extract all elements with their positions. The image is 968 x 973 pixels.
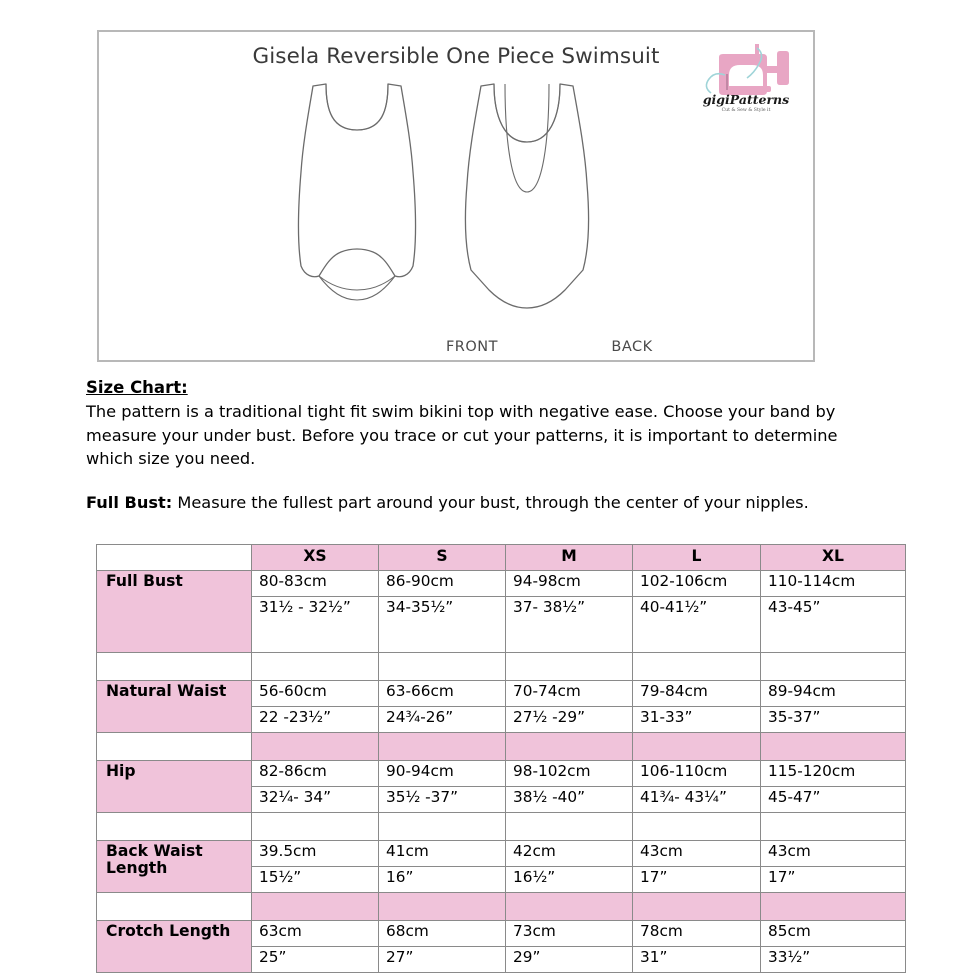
cell-back-waist-xs-cm: 39.5cm — [252, 841, 379, 867]
table-spacer-row — [97, 893, 906, 921]
table-row — [97, 921, 906, 947]
cell-hip-s-cm: 90-94cm — [379, 761, 506, 787]
cell-back-waist-s-in: 16” — [379, 867, 506, 893]
table-spacer-row — [97, 653, 906, 681]
swimsuit-back-illustration — [449, 80, 604, 345]
cell-full-bust-l-in: 40-41½” — [633, 597, 761, 653]
full-bust-text: Measure the fullest part around your bust, through the center of your nipples. — [172, 492, 809, 512]
cell-crotch-xs-in: 25” — [252, 947, 379, 973]
spacer-cell — [761, 813, 906, 841]
full-bust-label: Full Bust: — [86, 492, 173, 512]
spacer-cell — [252, 893, 379, 921]
cell-full-bust-xl-cm: 110-114cm — [761, 571, 906, 597]
spacer-cell — [379, 893, 506, 921]
spacer-cell — [97, 653, 252, 681]
prose-spacer — [86, 471, 886, 491]
cell-hip-l-in: 41¾- 43¼” — [633, 787, 761, 813]
cell-crotch-l-cm: 78cm — [633, 921, 761, 947]
cell-natural-waist-l-in: 31-33” — [633, 707, 761, 733]
spacer-cell — [633, 893, 761, 921]
cell-back-waist-s-cm: 41cm — [379, 841, 506, 867]
size-chart-paragraph: The pattern is a traditional tight fit swim bikini top with negative ease. Choose your band by measure your under bust. Before you trace or cut your patterns, it is important to determine which size you need. — [86, 402, 838, 469]
cell-back-waist-xl-cm: 43cm — [761, 841, 906, 867]
size-header-xs: XS — [252, 545, 379, 571]
cell-full-bust-m-in: 37- 38½” — [506, 597, 633, 653]
spacer-cell — [506, 653, 633, 681]
spacer-cell — [506, 893, 633, 921]
spacer-cell — [379, 813, 506, 841]
cell-crotch-xl-cm: 85cm — [761, 921, 906, 947]
cell-crotch-xl-in: 33½” — [761, 947, 906, 973]
spacer-cell — [506, 733, 633, 761]
row-label-full-bust: Full Bust — [97, 571, 252, 653]
size-header-xl: XL — [761, 545, 906, 571]
full-bust-instruction — [86, 491, 886, 514]
cell-full-bust-s-in: 34-35½” — [379, 597, 506, 653]
illustration-title: Gisela Reversible One Piece Swimsuit — [252, 44, 660, 69]
front-view-label: FRONT — [445, 339, 499, 355]
cell-hip-m-in: 38½ -40” — [506, 787, 633, 813]
spacer-cell — [252, 813, 379, 841]
spacer-cell — [97, 733, 252, 761]
cell-hip-xl-in: 45-47” — [761, 787, 906, 813]
spacer-cell — [379, 733, 506, 761]
size-header-l: L — [633, 545, 761, 571]
cell-back-waist-l-in: 17” — [633, 867, 761, 893]
cell-natural-waist-xs-in: 22 -23½” — [252, 707, 379, 733]
spacer-cell — [633, 813, 761, 841]
row-label-back-waist-length: Back Waist Length — [97, 841, 252, 893]
row-label-natural-waist: Natural Waist — [97, 681, 252, 733]
cell-hip-xs-in: 32¼- 34” — [252, 787, 379, 813]
spacer-cell — [252, 653, 379, 681]
cell-crotch-xs-cm: 63cm — [252, 921, 379, 947]
cell-hip-s-in: 35½ -37” — [379, 787, 506, 813]
cell-hip-m-cm: 98-102cm — [506, 761, 633, 787]
cell-full-bust-l-cm: 102-106cm — [633, 571, 761, 597]
cell-back-waist-xs-in: 15½” — [252, 867, 379, 893]
size-header-s: S — [379, 545, 506, 571]
cell-back-waist-xl-in: 17” — [761, 867, 906, 893]
size-chart-description — [86, 377, 886, 514]
row-label-crotch-length: Crotch Length — [97, 921, 252, 973]
cell-natural-waist-xs-cm: 56-60cm — [252, 681, 379, 707]
table-row — [97, 571, 906, 597]
logo-brand-text: gigiPatterns — [702, 92, 790, 107]
spacer-cell — [506, 813, 633, 841]
cell-natural-waist-s-cm: 63-66cm — [379, 681, 506, 707]
spacer-cell — [761, 653, 906, 681]
cell-natural-waist-l-cm: 79-84cm — [633, 681, 761, 707]
table-row — [97, 681, 906, 707]
cell-natural-waist-m-cm: 70-74cm — [506, 681, 633, 707]
size-header-m: M — [506, 545, 633, 571]
row-label-hip: Hip — [97, 761, 252, 813]
cell-natural-waist-xl-in: 35-37” — [761, 707, 906, 733]
cell-full-bust-xs-in: 31½ - 32½” — [252, 597, 379, 653]
cell-hip-xs-cm: 82-86cm — [252, 761, 379, 787]
size-chart-table — [96, 544, 906, 973]
cell-full-bust-s-cm: 86-90cm — [379, 571, 506, 597]
spacer-cell — [761, 733, 906, 761]
table-spacer-row — [97, 733, 906, 761]
cell-full-bust-m-cm: 94-98cm — [506, 571, 633, 597]
cell-crotch-s-in: 27” — [379, 947, 506, 973]
cell-full-bust-xl-in: 43-45” — [761, 597, 906, 653]
cell-natural-waist-xl-cm: 89-94cm — [761, 681, 906, 707]
spacer-cell — [761, 893, 906, 921]
gigi-patterns-logo — [693, 38, 801, 114]
cell-natural-waist-m-in: 27½ -29” — [506, 707, 633, 733]
spacer-cell — [97, 813, 252, 841]
table-row — [97, 761, 906, 787]
spacer-cell — [379, 653, 506, 681]
table-row — [97, 841, 906, 867]
cell-full-bust-xs-cm: 80-83cm — [252, 571, 379, 597]
sewing-machine-icon — [693, 38, 801, 114]
back-view-label: BACK — [611, 339, 653, 355]
table-header-row — [97, 545, 906, 571]
swimsuit-front-illustration — [279, 80, 434, 345]
cell-crotch-s-cm: 68cm — [379, 921, 506, 947]
cell-natural-waist-s-in: 24¾-26” — [379, 707, 506, 733]
cell-back-waist-m-in: 16½” — [506, 867, 633, 893]
cell-crotch-l-in: 31” — [633, 947, 761, 973]
spacer-cell — [97, 893, 252, 921]
cell-back-waist-l-cm: 43cm — [633, 841, 761, 867]
spacer-cell — [252, 733, 379, 761]
cell-back-waist-m-cm: 42cm — [506, 841, 633, 867]
size-chart-heading: Size Chart: — [86, 378, 188, 397]
spacer-cell — [633, 733, 761, 761]
cell-crotch-m-in: 29” — [506, 947, 633, 973]
cell-hip-l-cm: 106-110cm — [633, 761, 761, 787]
table-spacer-row — [97, 813, 906, 841]
table-corner-cell — [97, 545, 252, 571]
spacer-cell — [633, 653, 761, 681]
logo-tagline-text: Cut & Sew & Style it — [721, 108, 771, 113]
illustration-frame — [97, 30, 815, 362]
cell-crotch-m-cm: 73cm — [506, 921, 633, 947]
cell-hip-xl-cm: 115-120cm — [761, 761, 906, 787]
